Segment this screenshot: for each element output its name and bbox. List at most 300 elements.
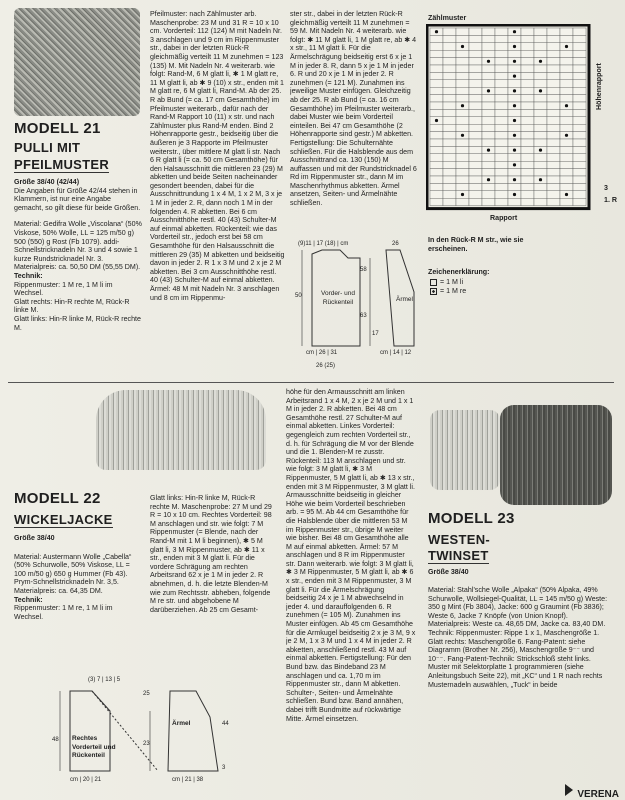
model-21-subtitle-1: PULLI MIT bbox=[14, 140, 81, 155]
schema-21-top2: 26 bbox=[392, 241, 399, 247]
model-22-material: Material: Austermann Wolle „Cabella“ (50% Schurwolle, 50% Viskose, LL = 100 m/50 g) 650 g Hummer (Fb 43). Prym-Schnellstricknadeln Nr. 3,5. bbox=[14, 552, 132, 587]
chart-cell bbox=[443, 72, 456, 79]
chart-cell bbox=[573, 198, 586, 205]
chart-cell bbox=[456, 154, 469, 161]
chart-cell bbox=[560, 198, 573, 205]
schema-21-top: (9)11 | 17 (18) | cm bbox=[298, 241, 349, 247]
chart-dot bbox=[565, 45, 568, 48]
model-21-left-column bbox=[14, 178, 142, 332]
chart-cell bbox=[456, 198, 469, 205]
chart-cell bbox=[469, 183, 482, 190]
model-21-material: Material: Gedifra Wolle „Viscolana“ (50% Viskose, 50% Wolle, LL = 125 m/50 g) 500 (550) g Rost (Fb 1079). addi-Schnellstricknadeln Nr. 3 und 4 sowie 1 kurze Rundstricknadel Nr. 3. bbox=[14, 220, 142, 263]
schema-21-h4: 17 bbox=[372, 331, 379, 337]
chart-cell bbox=[534, 139, 547, 146]
chart-cell bbox=[495, 95, 508, 102]
chart-3-label: 3 bbox=[604, 184, 608, 192]
chart-cell bbox=[456, 124, 469, 131]
chart-cell bbox=[482, 169, 495, 176]
model-21-technik: Technik: bbox=[14, 271, 43, 280]
chart-dot bbox=[513, 30, 516, 33]
chart-cell bbox=[573, 72, 586, 79]
chart-cell bbox=[521, 65, 534, 72]
chart-cell bbox=[534, 72, 547, 79]
model-21-column-3: ster str., dabei in der letzten Rück-R gleichmäßig verteilt 11 M zunehmen = 59 M. Mit Nadeln Nr. 4 weiterarb. wie folgt: ✱ 11 M glatt li, 1 M glatt re, ab ✱ 4 x str., 11 M glatt li. Für die Ärmelschrägung beidseitig erst 6 x je 1 M in jeder 8. R, dann 5 x je 1 M in jeder 6. R und 20 x je 1 M in jeder 2. R zunehmen (= 121 M). Zunahmen ins jeweilige Muster einfügen. Gleichzeitig ab der 25. R ab Bund (= ca. 16 cm Gesamthöhe) im Pfeilmuster weiterarb., dabei Muster wie beim Vorderteil einteilen. Bei 47 cm Gesamthöhe (2 Höhenrapporte sind gestr.) M abketten. Fertigstellung: Die Schulternähte schließen. Für die Halsblende aus dem Ausschnittrand ca. 130 (150) M auffassen und mit der Rundstricknadel 6 Rd im Rippenmuster str., dann M im Maschenrhythmus abketten. Ärmel ansetzen, Seiten- und Ärmelnähte schließen. bbox=[290, 10, 417, 208]
model-23-size: Größe 38/40 bbox=[428, 568, 469, 576]
chart-cell bbox=[495, 58, 508, 65]
model-21-subtitle-2: PFEILMUSTER bbox=[14, 157, 110, 172]
chart-cell bbox=[482, 191, 495, 198]
chart-cell bbox=[547, 58, 560, 65]
chart-cell bbox=[495, 169, 508, 176]
legend-dot-square-icon bbox=[430, 288, 437, 295]
chart-cell bbox=[456, 183, 469, 190]
chart-cell bbox=[456, 176, 469, 183]
chart-dot bbox=[487, 149, 490, 152]
chart-cell bbox=[482, 154, 495, 161]
chart-cell bbox=[547, 176, 560, 183]
chart-cell bbox=[495, 35, 508, 42]
chart-dot bbox=[487, 89, 490, 92]
chart-cell bbox=[482, 161, 495, 168]
chart-cell bbox=[495, 191, 508, 198]
chart-cell bbox=[495, 198, 508, 205]
schema-22-h5: 3 bbox=[222, 765, 226, 771]
legend-intro: In den Rück-R M str., wie sie erscheinen. bbox=[428, 236, 524, 253]
chart-cell bbox=[508, 139, 521, 146]
schema-21-aermel-label: Ärmel bbox=[396, 296, 413, 303]
chart-cell bbox=[495, 132, 508, 139]
chart-cell bbox=[495, 72, 508, 79]
chart-cell bbox=[469, 35, 482, 42]
chart-cell bbox=[443, 198, 456, 205]
chart-cell bbox=[430, 80, 443, 87]
chart-cell bbox=[547, 28, 560, 35]
chart-cell bbox=[443, 80, 456, 87]
chart-cell bbox=[443, 109, 456, 116]
model-21-column-2: Pfeilmuster: nach Zählmuster arb. Maschenprobe: 23 M und 31 R = 10 x 10 cm. Vorderteil: 112 (124) M mit Nadeln Nr. 3 anschlagen und 9 cm im Rippenmuster str., dabei in der letzten Rück-R gleichmäßig verteilt 11 M zunehmen = 123 (135) M. Mit Nadeln Nr. 4 weiterarb. wie folgt: Rand-M, 6 M glatt li, ✱ 1 M glatt re, 11 M glatt li, ab ✱ 9 (10) x str., enden mit 1 M glatt re, 6 M glatt li, Rand-M. Ab der 25. R ab Bund (= ca. 17 cm Gesamthöhe) im Pfeilmuster weiterarb., dafür nach der Rand-M Rapport 10 (11) x str. und nach Zählmuster plus Rand-M enden. Bind 2 Höhenrapporte gestr., beidseitig über die äußeren je 3 Rapporte im Pfeilmuster weiterstr., über mittlere M glatt li str. Nach 6 R glatt li (= ca. 50 cm Gesamthöhe) für den Halsausschnitt die mittleren 23 (29) M abketten und beide Seiten nacheinander gesondert beenden, dabei für die Ausschnittrundung 1 x 4 M, 1 x 2 M, 3 x je 1 M in jeder 2. R, dann noch 1 M in der folgenden 4. R abketten. Bei 6 cm Ausschnitthöhe restl. 40 (43) Schulter-M auf einmal abketten. Rückenteil: wie das Vorderteil str., jedoch erst bei 58 cm Gesamthöhe für den Halsausschnitt die mittleren 29 (35) M abketten und beidseitig davon in jeder 2. R 1 x 3 M und 2 x je 2 M abketten. Bei 3 cm Ausschnitthöhe restl. 40 (43) Schulter-M auf einmal abketten. Ärmel: 48 M mit Nadeln Nr. 3 anschlagen und 8 cm im Rippenmu- bbox=[150, 10, 285, 302]
chart-cell bbox=[469, 80, 482, 87]
chart-first-row-label: 1. R bbox=[604, 196, 618, 204]
chart-cell bbox=[430, 109, 443, 116]
jacket-photo-23 bbox=[500, 405, 612, 505]
chart-cell bbox=[534, 169, 547, 176]
chart-cell bbox=[573, 95, 586, 102]
schema-21-h3: 63 bbox=[360, 313, 367, 319]
chart-cell bbox=[547, 95, 560, 102]
chart-cell bbox=[508, 154, 521, 161]
chart-cell bbox=[521, 43, 534, 50]
chart-cell bbox=[560, 169, 573, 176]
chart-dot bbox=[435, 119, 438, 122]
chart-dot bbox=[487, 178, 490, 181]
schema-22-h3: 23 bbox=[143, 741, 150, 747]
chart-title: Zählmuster bbox=[428, 14, 467, 22]
chart-cell bbox=[534, 183, 547, 190]
model-22-size: Größe 38/40 bbox=[14, 534, 55, 542]
chart-cell bbox=[547, 50, 560, 57]
chart-cell bbox=[573, 139, 586, 146]
chart-cell bbox=[430, 161, 443, 168]
chart-cell bbox=[469, 132, 482, 139]
chart-cell bbox=[469, 72, 482, 79]
chart-cell bbox=[482, 35, 495, 42]
chart-cell bbox=[482, 109, 495, 116]
wrap-jacket-photo-22 bbox=[96, 390, 266, 470]
chart-cell bbox=[495, 176, 508, 183]
chart-cell bbox=[469, 58, 482, 65]
chart-cell bbox=[430, 154, 443, 161]
chart-cell bbox=[547, 35, 560, 42]
chart-cell bbox=[534, 132, 547, 139]
chart-cell bbox=[560, 176, 573, 183]
chart-cell bbox=[573, 183, 586, 190]
model-22-schema bbox=[40, 675, 280, 785]
chart-cell bbox=[443, 117, 456, 124]
chart-cell bbox=[534, 124, 547, 131]
chart-cell bbox=[560, 183, 573, 190]
chart-cell bbox=[534, 161, 547, 168]
chart-cell bbox=[443, 28, 456, 35]
chart-cell bbox=[443, 183, 456, 190]
chart-cell bbox=[547, 117, 560, 124]
chart-cell bbox=[482, 183, 495, 190]
chart-dot bbox=[461, 193, 464, 196]
chart-cell bbox=[482, 28, 495, 35]
chart-cell bbox=[521, 146, 534, 153]
chart-cell bbox=[495, 28, 508, 35]
schema-21-h2: 58 bbox=[360, 267, 367, 273]
chart-cell bbox=[482, 117, 495, 124]
chart-cell bbox=[495, 102, 508, 109]
model-23-subtitle-1: WESTEN- bbox=[428, 532, 491, 547]
schema-21-vorder-label: Vorder- und Rückenteil bbox=[321, 290, 355, 306]
chart-dot bbox=[461, 134, 464, 137]
chart-cell bbox=[469, 191, 482, 198]
chart-cell bbox=[430, 169, 443, 176]
pullover-photo-21 bbox=[14, 8, 140, 116]
chart-cell bbox=[508, 124, 521, 131]
chart-cell bbox=[456, 58, 469, 65]
chart-cell bbox=[443, 35, 456, 42]
model-21-price: Materialpreis: ca. 50,50 DM (55,55 DM). bbox=[14, 263, 141, 272]
chart-cell bbox=[560, 154, 573, 161]
chart-cell bbox=[521, 95, 534, 102]
chart-cell bbox=[430, 198, 443, 205]
chart-cell bbox=[482, 50, 495, 57]
chart-cell bbox=[430, 146, 443, 153]
chart-cell bbox=[482, 80, 495, 87]
chart-cell bbox=[573, 102, 586, 109]
chart-cell bbox=[573, 28, 586, 35]
chart-cell bbox=[469, 124, 482, 131]
chart-cell bbox=[573, 146, 586, 153]
chart-cell bbox=[430, 132, 443, 139]
chart-cell bbox=[547, 132, 560, 139]
chart-dot bbox=[513, 89, 516, 92]
chart-cell bbox=[534, 43, 547, 50]
chart-cell bbox=[560, 28, 573, 35]
chart-cell bbox=[430, 95, 443, 102]
chart-cell bbox=[573, 117, 586, 124]
schema-22-top: (3) 7 | 13 | 5 bbox=[88, 677, 121, 683]
chart-cell bbox=[573, 191, 586, 198]
chart-cell bbox=[521, 183, 534, 190]
chart-cell bbox=[495, 154, 508, 161]
chart-cell bbox=[547, 169, 560, 176]
chart-cell bbox=[534, 95, 547, 102]
chart-cell bbox=[495, 183, 508, 190]
chart-rapport-label: Rapport bbox=[490, 214, 518, 222]
chart-cell bbox=[456, 117, 469, 124]
chart-dot bbox=[513, 60, 516, 63]
chart-cell bbox=[521, 132, 534, 139]
chart-cell bbox=[430, 124, 443, 131]
chart-cell bbox=[482, 124, 495, 131]
chart-dot bbox=[539, 178, 542, 181]
schema-22-h4: 44 bbox=[222, 721, 229, 727]
model-22-rippen: Rippenmuster: 1 M re, 1 M li im Wechsel. bbox=[14, 604, 113, 621]
chart-cell bbox=[482, 95, 495, 102]
chart-cell bbox=[534, 50, 547, 57]
chart-cell bbox=[482, 198, 495, 205]
chart-cell bbox=[495, 87, 508, 94]
chart-cell bbox=[560, 161, 573, 168]
chart-cell bbox=[469, 117, 482, 124]
schema-21-bottom2: cm | 14 | 12 bbox=[380, 350, 412, 356]
chart-cell bbox=[443, 191, 456, 198]
schema-22-aermel: Ärmel bbox=[172, 720, 191, 727]
chart-cell bbox=[495, 124, 508, 131]
chart-cell bbox=[482, 139, 495, 146]
chart-cell bbox=[573, 132, 586, 139]
chart-dot bbox=[565, 134, 568, 137]
chart-dot bbox=[513, 193, 516, 196]
chart-cell bbox=[560, 117, 573, 124]
chart-cell bbox=[469, 65, 482, 72]
chart-dot bbox=[513, 75, 516, 78]
continue-arrow-icon bbox=[565, 784, 573, 796]
chart-cell bbox=[482, 43, 495, 50]
chart-dot bbox=[513, 134, 516, 137]
chart-cell bbox=[495, 117, 508, 124]
schema-21-width: 26 (25) bbox=[316, 363, 336, 369]
model-22-technik: Technik: bbox=[14, 595, 43, 604]
chart-cell bbox=[573, 154, 586, 161]
chart-cell bbox=[521, 109, 534, 116]
chart-cell bbox=[573, 124, 586, 131]
chart-cell bbox=[443, 169, 456, 176]
chart-dot bbox=[513, 104, 516, 107]
chart-cell bbox=[469, 28, 482, 35]
chart-dot bbox=[513, 119, 516, 122]
model-21-title: MODELL 21 bbox=[14, 120, 101, 137]
chart-cell bbox=[430, 72, 443, 79]
chart-dot bbox=[461, 45, 464, 48]
model-21-rippen: Rippenmuster: 1 M re, 1 M li im Wechsel. bbox=[14, 280, 113, 298]
chart-cell bbox=[443, 43, 456, 50]
chart-cell bbox=[456, 50, 469, 57]
schema-22-h1: 48 bbox=[52, 737, 59, 743]
chart-cell bbox=[469, 169, 482, 176]
chart-cell bbox=[547, 102, 560, 109]
chart-cell bbox=[573, 58, 586, 65]
chart-cell bbox=[430, 43, 443, 50]
chart-cell bbox=[469, 43, 482, 50]
model-21-intro: Die Angaben für Größe 42/44 stehen in Klammern, ist nur eine Angabe gemacht, so gilt diese für beide Größen. bbox=[14, 186, 141, 212]
chart-cell bbox=[521, 124, 534, 131]
chart-cell bbox=[560, 95, 573, 102]
chart-dot bbox=[435, 30, 438, 33]
chart-dot bbox=[513, 178, 516, 181]
chart-cell bbox=[521, 161, 534, 168]
chart-cell bbox=[560, 146, 573, 153]
chart-cell bbox=[443, 176, 456, 183]
chart-cell bbox=[547, 109, 560, 116]
chart-cell bbox=[508, 50, 521, 57]
schema-21-h1: 50 bbox=[295, 293, 302, 299]
chart-cell bbox=[521, 102, 534, 109]
model-22-title: MODELL 22 bbox=[14, 490, 101, 507]
chart-cell bbox=[456, 161, 469, 168]
chart-cell bbox=[508, 198, 521, 205]
chart-cell bbox=[469, 176, 482, 183]
chart-cell bbox=[495, 146, 508, 153]
chart-cell bbox=[456, 109, 469, 116]
chart-cell bbox=[495, 43, 508, 50]
chart-cell bbox=[469, 154, 482, 161]
chart-cell bbox=[456, 169, 469, 176]
chart-cell bbox=[534, 65, 547, 72]
chart-dot bbox=[461, 104, 464, 107]
chart-cell bbox=[521, 191, 534, 198]
model-23-text: Material: Stahl’sche Wolle „Alpaka“ (50% Alpaka, 49% Schurwolle, Wollsiegel-Qualität, LL = 145 m/50 g) Weste: 350 g Mint (Fb 3804), Jacke: 600 g Graumint (Fb 3836); Weste 6, Jacke 7 Knöpfe (von Union Knopf). Materialpreis: Weste ca. 48,65 DM, Jacke ca. 83,40 DM. Technik: Rippenmuster: Rippe 1 x 1, Maschengröße 1. Glatt rechts: Maschengröße 6. Fang-Patent: siehe Diagramm (Brother Nr. 256), Maschengröße 9⁻⁻ und 10⁻⁻. Fang-Patent-Technik: Strickschloß steht links. Muster mit Selektorplatte 1 programmieren (siehe Anleitungsbuch Seite 22), mit „KC“ und 1 R nach rechts Musternadeln auswählen, „Tuck“ in beide bbox=[428, 586, 608, 689]
chart-cell bbox=[469, 95, 482, 102]
chart-cell bbox=[573, 109, 586, 116]
chart-cell bbox=[443, 87, 456, 94]
chart-cell bbox=[456, 87, 469, 94]
chart-cell bbox=[469, 198, 482, 205]
vest-photo-23 bbox=[430, 410, 500, 490]
chart-dot bbox=[513, 45, 516, 48]
chart-cell bbox=[469, 146, 482, 153]
chart-cell bbox=[560, 109, 573, 116]
chart-cell bbox=[573, 169, 586, 176]
chart-cell bbox=[443, 102, 456, 109]
chart-cell bbox=[560, 50, 573, 57]
knitting-chart bbox=[426, 24, 616, 224]
chart-cell bbox=[573, 87, 586, 94]
chart-cell bbox=[443, 95, 456, 102]
chart-cell bbox=[534, 191, 547, 198]
chart-cell bbox=[456, 139, 469, 146]
chart-cell bbox=[560, 80, 573, 87]
chart-cell bbox=[547, 80, 560, 87]
chart-cell bbox=[534, 28, 547, 35]
legend-item-1: = 1 M li bbox=[440, 278, 464, 286]
chart-height-label: Höhenrapport bbox=[595, 63, 603, 110]
chart-cell bbox=[547, 154, 560, 161]
chart-cell bbox=[534, 35, 547, 42]
chart-cell bbox=[573, 50, 586, 57]
chart-cell bbox=[534, 198, 547, 205]
chart-dot bbox=[565, 193, 568, 196]
chart-cell bbox=[469, 109, 482, 116]
chart-cell bbox=[456, 28, 469, 35]
chart-cell bbox=[482, 72, 495, 79]
chart-cell bbox=[469, 102, 482, 109]
chart-cell bbox=[521, 28, 534, 35]
chart-cell bbox=[508, 169, 521, 176]
legend-item-2: = 1 M re bbox=[440, 287, 467, 295]
chart-cell bbox=[443, 154, 456, 161]
chart-cell bbox=[547, 87, 560, 94]
chart-cell bbox=[482, 132, 495, 139]
chart-cell bbox=[430, 58, 443, 65]
chart-cell bbox=[573, 80, 586, 87]
chart-cell bbox=[508, 35, 521, 42]
chart-cell bbox=[573, 43, 586, 50]
chart-cell bbox=[443, 146, 456, 153]
chart-cell bbox=[547, 124, 560, 131]
chart-cell bbox=[534, 154, 547, 161]
chart-cell bbox=[521, 169, 534, 176]
chart-cell bbox=[560, 72, 573, 79]
chart-cell bbox=[547, 183, 560, 190]
knitting-chart-grid bbox=[426, 24, 616, 224]
chart-cell bbox=[521, 117, 534, 124]
chart-cell bbox=[482, 65, 495, 72]
chart-dot bbox=[539, 89, 542, 92]
chart-cell bbox=[573, 161, 586, 168]
chart-cell bbox=[534, 117, 547, 124]
chart-cell bbox=[430, 191, 443, 198]
model-21-size: Größe 38/40 (42/44) bbox=[14, 178, 80, 186]
schema-22-bottom: cm | 20 | 21 bbox=[70, 777, 102, 783]
chart-dot bbox=[565, 104, 568, 107]
schema-22-label: Rechtes Vorderteil und Rückenteil bbox=[72, 735, 116, 760]
chart-cell bbox=[560, 65, 573, 72]
chart-dot bbox=[513, 163, 516, 166]
chart-cell bbox=[560, 58, 573, 65]
footer-label: VERENA bbox=[577, 789, 619, 800]
chart-dot bbox=[539, 149, 542, 152]
chart-cell bbox=[534, 109, 547, 116]
chart-cell bbox=[521, 58, 534, 65]
chart-cell bbox=[547, 161, 560, 168]
chart-cell bbox=[521, 87, 534, 94]
chart-cell bbox=[508, 109, 521, 116]
chart-cell bbox=[443, 58, 456, 65]
chart-cell bbox=[547, 72, 560, 79]
chart-cell bbox=[573, 65, 586, 72]
chart-cell bbox=[430, 139, 443, 146]
schema-22-bottom2: cm | 21 | 38 bbox=[172, 777, 204, 783]
chart-cell bbox=[495, 109, 508, 116]
chart-cell bbox=[547, 191, 560, 198]
chart-cell bbox=[495, 80, 508, 87]
chart-cell bbox=[547, 43, 560, 50]
chart-cell bbox=[456, 80, 469, 87]
chart-cell bbox=[495, 161, 508, 168]
chart-cell bbox=[430, 176, 443, 183]
legend-title: Zeichenerklärung: bbox=[428, 268, 490, 276]
chart-cell bbox=[521, 176, 534, 183]
schema-21-bottom: cm | 26 | 31 bbox=[306, 350, 338, 356]
model-21-glatt-rechts: Glatt rechts: Hin-R rechte M, Rück-R linke M. bbox=[14, 297, 130, 315]
chart-cell bbox=[547, 65, 560, 72]
chart-cell bbox=[469, 50, 482, 57]
chart-cell bbox=[443, 132, 456, 139]
